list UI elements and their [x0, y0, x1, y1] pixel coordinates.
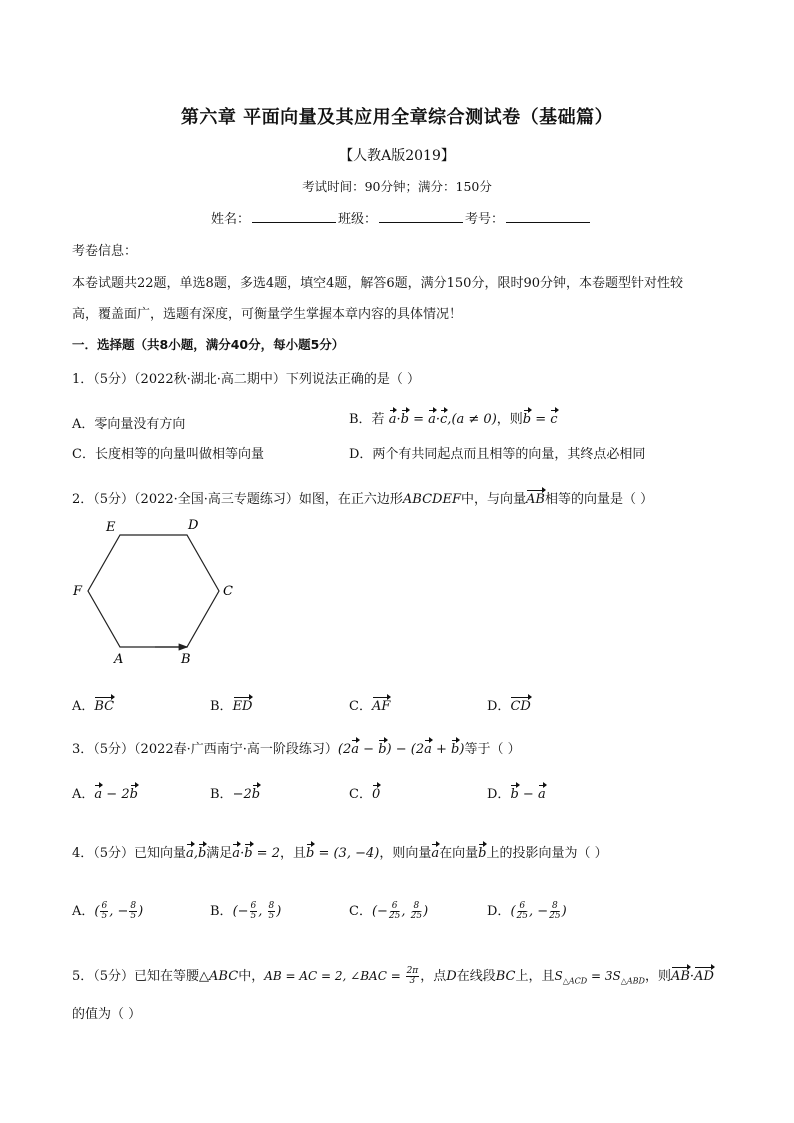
number-label: 考号： [465, 212, 505, 227]
q1-option-d: D．两个有共同起点而且相等的向量，其终点必相同 [349, 447, 646, 462]
edition-label: 【人教A版2019】 [339, 148, 455, 164]
hexagon-figure [65, 515, 245, 670]
section-heading: 一．选择题（共8小题，满分40分，每小题5分） [72, 337, 345, 352]
q4-stem: 4．（5分）已知向量a,b满足a·b = 2，且b = (3, −4)，则向量a在向量b上的投影向量为（ ） [72, 846, 608, 861]
q4-option-c: C．(− $\frac{6}{25}$ , $\frac{8}{25}$ ) [349, 901, 429, 921]
q2-stem [72, 488, 653, 507]
info-line-2: 高，覆盖面广，选题有深度，可衡量学生掌握本章内容的具体情况！ [72, 307, 463, 322]
info-line-1: 本卷试题共22题，单选8题，多选4题，填空4题，解答6题，满分150分，限时90分钟，本卷题型针对性较 [72, 276, 683, 291]
class-label: 班级： [338, 212, 378, 227]
q1-b-condition: (a ≠ 0) [451, 412, 497, 427]
page-title: 第六章 平面向量及其应用全章综合测试卷（基础篇） [180, 107, 614, 128]
vertex-b-label: B [181, 652, 191, 667]
q3-option-c: C．0 [349, 787, 381, 802]
number-blank[interactable] [506, 210, 590, 223]
q4-option-d: D．( $\frac{6}{25}$ , − $\frac{8}{25}$ ) [487, 901, 567, 921]
q4-stem-d: ，则向量 [379, 846, 432, 861]
q1-b-conclusion: b = c [522, 412, 558, 427]
q4-stem-a: 4．（5分）已知向量 [72, 846, 187, 861]
vertex-f-label: F [73, 584, 83, 599]
q1-option-b [349, 408, 558, 427]
q1-b-formula: a·b = a·c, [388, 412, 452, 427]
q3-expression: (2a − b) − (2a + b) [337, 742, 465, 757]
q3-stem-a: 3．（5分）（2022春·广西南宁·高一阶段练习） [72, 742, 338, 757]
q2-option-b: B．ED [210, 699, 253, 714]
q5-stem-a: 5．（5分）已知在等腰 [72, 969, 200, 984]
vertex-e-label: E [106, 520, 116, 535]
q4-stem-f: 上的投影向量为（ ） [486, 846, 608, 861]
q4-option-b: B．(− $\frac{6}{5}$ , $\frac{8}{5}$ ) [210, 901, 282, 921]
q2-vector-ab: AB [525, 492, 545, 507]
q4-stem-e: 在向量 [439, 846, 479, 861]
class-blank[interactable] [379, 210, 463, 223]
q3-stem [72, 738, 521, 757]
q2-stem-c: 相等的向量是（ ） [544, 492, 654, 507]
q2-stem-b: 中，与向量 [460, 492, 526, 507]
name-blank[interactable] [252, 210, 336, 223]
student-info-row [211, 208, 592, 227]
q2-option-d: D．CD [487, 699, 531, 714]
q5-stem: 5．（5分）已知在等腰△ABC中，AB = AC = 2, ∠BAC = $\frac{2\pi}{3}$ ，点D在线段BC上，且$S_{\triangle ACD} = 3S_{\triangle ABD}$，则AB·AD [72, 966, 714, 986]
vertex-c-label: C [223, 584, 233, 599]
q4-stem-b: 满足 [206, 846, 233, 861]
q3-option-b: B．−2b [210, 787, 261, 802]
q3-option-a: A．a − 2b [72, 787, 138, 802]
q2-vector-af: AF [371, 699, 391, 714]
q2-vector-bc: BC [94, 699, 115, 714]
q3-option-d: D．b − a [487, 787, 546, 802]
q5-stem-e: 上，且 [515, 969, 555, 984]
q3-stem-b: 等于（ ） [464, 742, 521, 757]
q1-b-prefix: B．若 [349, 412, 385, 427]
exam-info: 考试时间：90分钟；满分：150分 [302, 179, 492, 194]
vertex-d-label: D [188, 518, 199, 533]
q4-stem-c: ，且 [279, 846, 306, 861]
q1-option-a: A．零向量没有方向 [72, 417, 186, 432]
q2-vector-ed: ED [232, 699, 253, 714]
hexagon-shape [88, 535, 219, 647]
q5-stem-c: ，点 [420, 969, 447, 984]
q2-hexagon-name: ABCDEF [402, 492, 461, 507]
q1-b-then: ，则 [496, 412, 523, 427]
q1-stem: 1．（5分）（2022秋·湖北·高二期中）下列说法正确的是（ ） [72, 372, 421, 387]
q5-stem-d: 在线段 [456, 969, 496, 984]
q2-vector-cd: CD [510, 699, 531, 714]
q2-stem-a: 2．（5分）（2022·全国·高三专题练习）如图，在正六边形 [72, 492, 403, 507]
q4-option-a: A．( $\frac{6}{5}$ , − $\frac{8}{5}$ ) [72, 901, 144, 921]
info-heading: 考卷信息： [72, 244, 138, 259]
q1-option-c: C．长度相等的向量叫做相等向量 [72, 447, 264, 462]
q5-stem-line2: 的值为（ ） [72, 1007, 142, 1022]
q5-stem-f: ，则 [644, 969, 671, 984]
name-label: 姓名： [211, 212, 251, 227]
q2-option-c: C．AF [349, 699, 391, 714]
q5-stem-b: 中， [238, 969, 265, 984]
vertex-a-label: A [114, 652, 124, 667]
q2-option-a: A．BC [72, 699, 115, 714]
